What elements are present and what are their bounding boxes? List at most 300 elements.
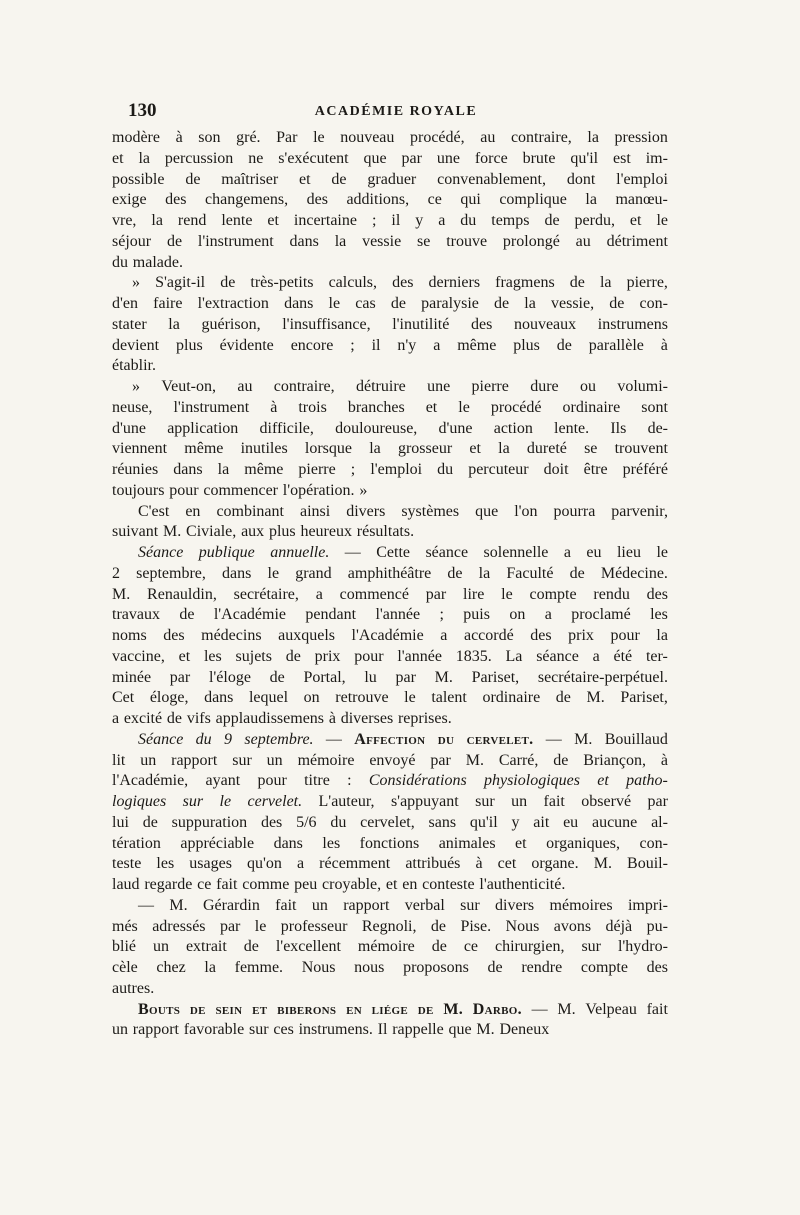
word: al- [651, 813, 668, 831]
word: des [260, 813, 283, 831]
text-line [112, 190, 668, 211]
word: professeur [280, 917, 348, 935]
word: travaux [112, 606, 160, 624]
word: croyable, [322, 876, 382, 893]
word: et [252, 1000, 268, 1018]
word: Bouts [138, 1000, 181, 1018]
word: devient [112, 336, 160, 354]
word: additions, [346, 191, 410, 209]
text-line [112, 315, 668, 336]
word: aux [241, 523, 265, 541]
word: et [597, 772, 609, 790]
word: cas [355, 295, 376, 312]
word: favorable [183, 1021, 245, 1039]
word: des [470, 315, 493, 333]
word: grosseur [397, 440, 453, 458]
text-line [112, 294, 668, 315]
text-line [112, 253, 668, 274]
word: sur [581, 938, 601, 956]
text-line [112, 564, 668, 585]
word: brute [522, 149, 556, 167]
word: publique [198, 544, 255, 561]
word: difficile, [259, 419, 314, 437]
word: cet [497, 855, 517, 873]
word: de [569, 274, 585, 292]
word: les [322, 834, 341, 852]
word: fragmens [495, 274, 555, 292]
word: cervelet. [247, 793, 303, 810]
word: compte [580, 959, 628, 976]
word: usages [189, 855, 232, 873]
word: heureux [300, 523, 352, 541]
word: très-petits [250, 274, 314, 292]
word: més [112, 917, 138, 935]
word: l'emploi [616, 170, 668, 188]
word: applaudissemens [215, 710, 325, 727]
text-line [112, 419, 668, 440]
word: lente [221, 212, 253, 229]
word: Considérations [368, 772, 467, 790]
word: changemens, [205, 191, 289, 209]
word: retrouve [335, 689, 389, 707]
word: divers [495, 896, 535, 914]
word: se [417, 232, 431, 250]
word: dure [530, 378, 559, 395]
word: M. [434, 668, 453, 686]
word: peu [294, 876, 318, 893]
word: à [175, 129, 183, 146]
word: impri- [627, 896, 668, 914]
word: fait [275, 896, 297, 914]
word: Renauldin, [147, 585, 217, 603]
word: d'une [112, 419, 146, 437]
word: déjà [605, 917, 633, 935]
word: comme [242, 876, 290, 893]
word: Par [276, 129, 298, 146]
word: du [460, 212, 477, 229]
text-line [112, 792, 668, 813]
word: la [204, 959, 216, 976]
word: la [585, 191, 597, 209]
word: excité [123, 710, 163, 727]
word: nouveaux [513, 315, 577, 333]
word: fait [543, 793, 565, 810]
word: adressés [152, 917, 206, 935]
word: — [545, 730, 562, 748]
word: des [646, 959, 668, 976]
word: trois [298, 398, 327, 416]
text-line [112, 128, 668, 149]
word: Pariset, [471, 668, 520, 686]
text-line [112, 585, 668, 606]
word: de [494, 295, 510, 312]
text-line [112, 626, 668, 647]
word: pression [614, 129, 668, 146]
word: neuse, [112, 398, 153, 416]
word: sujets [235, 647, 272, 665]
word: ; [350, 336, 355, 354]
text-line [112, 336, 668, 357]
word: une [436, 149, 460, 167]
word: a [592, 647, 600, 665]
word: de [166, 232, 183, 250]
word: envoyé [369, 751, 416, 769]
word: l'Académie [351, 627, 424, 644]
word: de [553, 751, 569, 769]
word: l'excellent [275, 938, 341, 956]
word: proposons [403, 959, 469, 976]
word: n'y [397, 336, 417, 354]
word: Darbo. [472, 1000, 522, 1018]
word: son [198, 129, 221, 146]
word: dans [273, 834, 303, 852]
word: organe. [531, 855, 579, 873]
word: modère [112, 129, 160, 146]
word: résultats. [356, 523, 415, 541]
word: par [425, 585, 447, 603]
word: la [138, 149, 150, 167]
word: être [583, 461, 608, 478]
word: noms [112, 627, 147, 644]
word: ; [350, 461, 356, 478]
word: » [132, 274, 140, 292]
word: le [656, 212, 668, 229]
word: temps [491, 212, 530, 229]
word: pierre [298, 461, 336, 478]
word: la [217, 461, 230, 478]
word: éloge, [149, 689, 189, 707]
word: paralysie [421, 295, 479, 312]
word: ; [371, 212, 377, 229]
word: de [331, 170, 347, 188]
word: Ils [610, 419, 627, 437]
word: vaccine, [112, 647, 165, 665]
word: pierre, [626, 274, 668, 292]
word: contraire, [273, 378, 335, 395]
word: septembre, [136, 564, 206, 582]
word: diverses [340, 710, 394, 727]
word: vifs [186, 710, 211, 727]
word: au [480, 129, 496, 146]
word: de [447, 564, 463, 582]
word: nous [354, 959, 385, 976]
word: à [660, 751, 668, 769]
word: puis [463, 606, 490, 624]
word: sein [215, 1000, 243, 1018]
word: mémoire [357, 938, 415, 956]
word: du [437, 461, 454, 478]
text-line [112, 958, 668, 979]
word: que [363, 149, 387, 167]
word: pierre [471, 378, 509, 395]
word: attribués [405, 855, 461, 873]
word: et [299, 170, 311, 188]
word: teste [112, 855, 142, 873]
word: ces [273, 1021, 294, 1039]
text-line [112, 439, 668, 460]
word: l'Académie, [112, 772, 189, 790]
word: de [544, 212, 560, 229]
word: et [469, 440, 481, 458]
word: par [395, 668, 416, 686]
word: et [425, 398, 438, 416]
word: un [112, 1021, 128, 1039]
word: M. [593, 855, 612, 873]
word: la [656, 627, 668, 644]
word: chez [156, 959, 186, 976]
word: récemment [319, 855, 391, 873]
text-line [112, 273, 668, 294]
word: toujours [112, 481, 165, 499]
word: 5/6 [296, 813, 317, 831]
word: — [344, 544, 361, 561]
word: Pise. [460, 917, 492, 935]
word: qu'il [570, 149, 599, 167]
word: l'instrument [197, 232, 274, 250]
word: secrétaire, [233, 585, 299, 603]
word: autres. [112, 979, 155, 997]
word: 1835. [455, 647, 492, 665]
word: en [185, 502, 201, 520]
word: Médecine. [600, 564, 668, 582]
word: parvenir, [611, 502, 668, 520]
word: a [440, 627, 448, 644]
word: perdu, [574, 212, 615, 229]
word: branches [347, 398, 405, 416]
word: détruire [356, 378, 406, 395]
word: commencé [339, 585, 409, 603]
word: la [369, 440, 381, 458]
text-line [112, 170, 668, 191]
word: fonctions [359, 834, 420, 852]
word: application [167, 419, 239, 437]
word: et [629, 212, 642, 229]
word: des [163, 627, 185, 644]
word: de [269, 668, 285, 686]
word: force [474, 149, 508, 167]
word: a [563, 544, 571, 561]
word: annuelle. [270, 544, 330, 561]
word: Cette [376, 544, 410, 561]
word: cèle [112, 959, 138, 976]
word: stater [112, 315, 147, 333]
word: eu [586, 544, 602, 561]
word: de [390, 295, 406, 312]
word: pour [257, 772, 287, 790]
word: fait [646, 1000, 668, 1018]
word: ainsi [299, 502, 331, 520]
word: la [168, 315, 180, 333]
word: a [433, 336, 441, 354]
word: » [359, 481, 368, 499]
word: titre [304, 772, 330, 790]
word: Nous [505, 917, 540, 935]
word: derniers [428, 274, 481, 292]
word: établir. [112, 357, 156, 375]
word: même [244, 461, 284, 478]
word: la [599, 274, 612, 292]
word: du [330, 813, 347, 831]
word: rapport [132, 1021, 179, 1039]
word: par [647, 793, 668, 810]
word: plus [513, 336, 540, 354]
word: guérison, [201, 315, 261, 333]
word: de [185, 170, 201, 188]
word: procédé [490, 398, 542, 416]
text-line [112, 917, 668, 938]
text-line [112, 834, 668, 855]
word: verbal [404, 896, 445, 914]
word: douloureuse, [335, 419, 418, 437]
word: lequel [248, 689, 289, 707]
word: des [530, 627, 552, 644]
word: pour [354, 647, 384, 665]
word: combinant [216, 502, 284, 520]
word: proclamé [571, 606, 631, 624]
word: plus [268, 523, 296, 541]
text-line [112, 979, 668, 1000]
word: par [169, 668, 191, 686]
word: prix [314, 647, 341, 665]
word: de [220, 274, 236, 292]
text-line [112, 709, 668, 730]
word: et [515, 834, 527, 852]
word: amphithéâtre [347, 564, 432, 582]
word: en [346, 1000, 362, 1018]
word: malade. [132, 253, 183, 271]
word: qu'il [469, 813, 498, 831]
word: évidente [219, 336, 274, 354]
word: M. [169, 896, 188, 914]
word: auxquels [278, 627, 335, 644]
word: du [112, 253, 128, 271]
word: convenablement, [437, 170, 546, 188]
word: percuteur [468, 461, 529, 478]
word: — [531, 1000, 548, 1018]
word: animales [438, 834, 496, 852]
text-line [112, 751, 668, 772]
word: possible [112, 170, 165, 188]
word: au [237, 378, 253, 395]
word: l'éloge [208, 668, 251, 686]
word: des [392, 274, 414, 292]
word: Pariset, [620, 689, 668, 707]
word: minée [112, 668, 152, 686]
word: séance [425, 544, 469, 561]
word: à [475, 855, 483, 873]
word: l'emploi [370, 461, 423, 478]
word: organiques, [546, 834, 620, 852]
word: complique [499, 191, 567, 209]
word: Portal, [303, 668, 346, 686]
word: vessie, [550, 295, 595, 312]
word: l'authenticité. [479, 876, 566, 893]
word: été [613, 647, 633, 665]
word: divers [346, 502, 386, 520]
word: dans [204, 689, 234, 707]
word: rendu [593, 585, 630, 603]
word: Séance [138, 544, 184, 561]
word: les [203, 647, 222, 665]
text-line [112, 460, 668, 481]
text-line [112, 875, 668, 896]
word: ait [533, 813, 550, 831]
word: l'année [375, 606, 421, 624]
word: la [151, 212, 163, 229]
word: talent [431, 689, 467, 707]
word: lire [463, 585, 485, 603]
word: Séance [138, 730, 184, 748]
word: qu'on [247, 855, 282, 873]
word: le [254, 917, 267, 935]
word: Velpeau [585, 1000, 637, 1018]
word: à [328, 710, 336, 727]
word: viennent [112, 440, 168, 458]
text-line [112, 668, 668, 689]
word: l'instrument [173, 398, 250, 416]
word: lit [112, 751, 126, 769]
word: instrumens [597, 315, 668, 333]
word: le [328, 295, 341, 312]
word: ; [439, 606, 444, 624]
word: les [650, 606, 668, 624]
word: ce [463, 938, 479, 956]
word: M. [586, 689, 605, 707]
word: a [112, 710, 120, 727]
word: le [458, 398, 470, 416]
word: l'on [514, 502, 538, 520]
word: M. [163, 523, 182, 541]
word: reprises. [397, 710, 452, 727]
word: » [132, 378, 140, 395]
word: trouvent [614, 440, 668, 458]
word: calculs, [328, 274, 377, 292]
word: sur [475, 793, 495, 810]
word: sur [460, 896, 480, 914]
word: une [427, 378, 451, 395]
word: Briançon, [583, 751, 646, 769]
word: rend [177, 212, 207, 229]
word: l'insuffisance, [282, 315, 371, 333]
word: 9 [224, 730, 233, 748]
word: de [555, 689, 571, 707]
word: S'agit-il [155, 274, 206, 292]
word: solennelle [483, 544, 549, 561]
word: un [511, 793, 528, 810]
word: Faculté [506, 564, 554, 582]
text-line [112, 937, 668, 958]
word: regarde [144, 876, 193, 893]
word: et [267, 212, 279, 229]
word: dans [222, 564, 252, 582]
word: Bouil- [627, 855, 668, 873]
word: la [498, 440, 510, 458]
word: con- [639, 834, 668, 852]
word: conteste [422, 876, 475, 893]
word: liége [371, 1000, 409, 1018]
word: Civiale, [186, 523, 237, 541]
word: le [313, 129, 325, 146]
word: observé [581, 793, 632, 810]
page-number: 130 [128, 100, 157, 121]
text-line [112, 605, 668, 626]
word: gré. [236, 129, 261, 146]
text-line [112, 543, 668, 564]
word: im- [645, 149, 668, 167]
word: dans [284, 295, 314, 312]
word: est [613, 149, 631, 167]
word: sans [428, 813, 457, 831]
